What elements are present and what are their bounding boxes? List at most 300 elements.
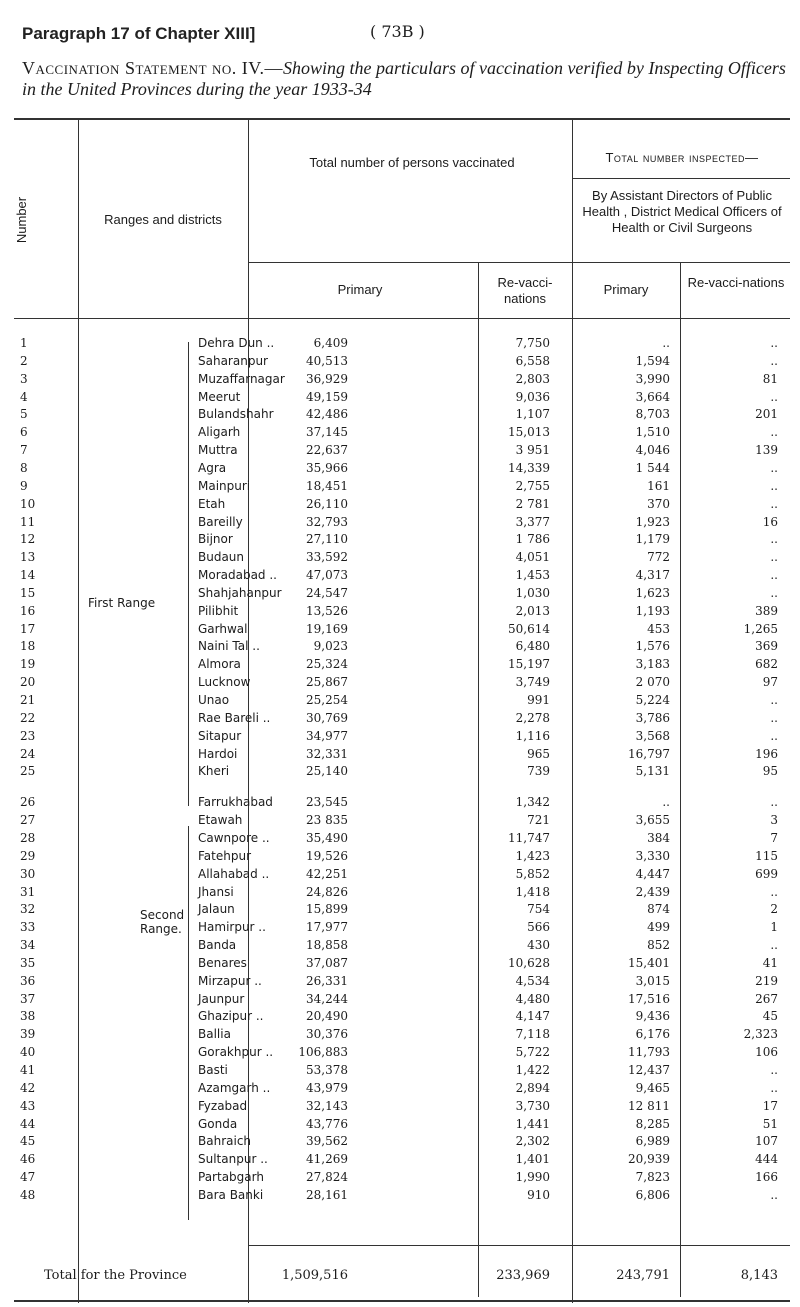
row-revac: 1,441 [515, 1116, 550, 1131]
table-row [0, 865, 800, 883]
row-number: 23 [20, 728, 36, 743]
row-primary: 25,140 [306, 764, 348, 779]
row-ins-revac: .. [770, 496, 778, 511]
table-row [0, 762, 800, 780]
row-district: Rae Bareli .. [198, 710, 271, 725]
row-revac: 965 [527, 746, 550, 761]
row-revac: 4,147 [515, 1009, 550, 1024]
table-row [0, 954, 800, 972]
col-number-header: Number [14, 196, 29, 244]
row-primary: 17,977 [306, 920, 348, 935]
row-primary: 26,331 [306, 973, 348, 988]
row-ins-revac: .. [770, 550, 778, 565]
row-ins-revac: .. [770, 884, 778, 899]
row-number: 24 [20, 746, 36, 761]
row-revac: 2,302 [515, 1134, 550, 1149]
row-ins-primary: 1,623 [635, 585, 670, 600]
row-revac: 4,534 [515, 973, 550, 988]
row-revac: 6,480 [515, 639, 550, 654]
row-district: Etah [198, 496, 226, 511]
row-ins-revac: 3 [770, 813, 778, 828]
row-district: Basti [198, 1063, 228, 1077]
row-ins-revac: .. [770, 1187, 778, 1202]
row-number: 5 [20, 407, 28, 422]
row-revac: 2,013 [515, 603, 550, 618]
row-number: 46 [20, 1152, 36, 1167]
row-ins-revac: 106 [755, 1045, 778, 1060]
row-ins-primary: 1 544 [635, 460, 670, 475]
row-primary: 15,899 [306, 902, 348, 917]
table-bottom-rule [14, 1300, 790, 1302]
row-ins-primary: 6,989 [635, 1134, 670, 1149]
row-number: 21 [20, 693, 36, 707]
table-row [0, 900, 800, 918]
row-number: 4 [20, 389, 28, 404]
row-revac: 2,755 [515, 478, 550, 493]
row-ins-primary: 9,465 [635, 1080, 670, 1095]
row-ins-primary: 3,330 [635, 848, 670, 863]
table-row [0, 1043, 800, 1061]
row-primary: 37,087 [306, 955, 348, 970]
row-number: 40 [20, 1045, 36, 1060]
row-primary: 18,858 [306, 938, 348, 953]
table-row [0, 709, 800, 727]
table-row [0, 548, 800, 566]
row-ins-primary: 453 [647, 621, 670, 636]
row-ins-primary: 7,823 [635, 1170, 670, 1185]
row-revac: 2,278 [515, 710, 550, 725]
row-district: Mainpuri [198, 478, 251, 493]
table-row [0, 1007, 800, 1025]
row-primary: 53,378 [306, 1063, 348, 1077]
row-revac: 566 [527, 920, 550, 935]
row-primary: 43,979 [306, 1080, 348, 1095]
row-revac: 1,107 [515, 407, 550, 422]
col-primary-header: Primary [337, 282, 383, 297]
row-district: Kheri [198, 764, 230, 779]
row-primary: 43,776 [306, 1116, 348, 1131]
row-number: 45 [20, 1134, 36, 1149]
row-primary: 39,562 [306, 1134, 348, 1149]
row-ins-primary: 3,664 [635, 389, 670, 404]
col-inspected-header: Total number inspected— [605, 150, 759, 165]
row-number: 17 [20, 621, 36, 636]
table-row [0, 918, 800, 936]
row-ins-revac: 166 [755, 1170, 778, 1185]
table-row [0, 745, 800, 763]
row-number: 36 [20, 973, 36, 988]
row-ins-revac: 369 [755, 639, 778, 654]
row-primary: 25,867 [306, 675, 348, 690]
row-ins-revac: 107 [755, 1134, 778, 1149]
row-ins-primary: 15,401 [628, 955, 670, 970]
row-revac: 15,197 [508, 657, 550, 672]
row-district: Hardoi [198, 746, 238, 761]
row-revac: 991 [527, 693, 550, 707]
row-district: Bahraich [198, 1134, 252, 1149]
row-number: 8 [20, 460, 28, 475]
col-ins-revac-header: Re-vacci-nations [687, 275, 785, 290]
row-primary: 23,545 [306, 795, 348, 810]
row-revac: 5,852 [515, 866, 550, 881]
row-primary: 25,324 [306, 657, 348, 672]
row-revac: 15,013 [508, 425, 550, 440]
row-primary: 19,526 [306, 848, 348, 863]
row-revac: 10,628 [508, 955, 550, 970]
row-ins-primary: 2,439 [635, 884, 670, 899]
table-top-rule [14, 118, 790, 120]
first-range-label: First Range [88, 596, 156, 610]
row-primary: 32,793 [306, 514, 348, 529]
row-ins-primary: 4,447 [635, 866, 670, 881]
row-number: 34 [20, 938, 36, 953]
row-ins-revac: 7 [770, 830, 778, 845]
row-ins-primary: 17,516 [628, 991, 670, 1006]
hline-sub [248, 262, 790, 263]
row-revac: 9,036 [515, 389, 550, 404]
row-district: Muzaffarnagar [198, 371, 285, 386]
row-revac: 5,722 [515, 1045, 550, 1060]
row-ins-primary: 1,510 [635, 425, 670, 440]
table-row [0, 811, 800, 829]
table-row [0, 847, 800, 865]
row-primary: 30,376 [306, 1027, 348, 1042]
row-number: 25 [20, 764, 36, 779]
row-primary: 24,547 [306, 585, 348, 600]
row-ins-revac: 115 [755, 848, 778, 863]
row-district: Sultanpur .. [198, 1152, 268, 1167]
row-district: Bareilly [198, 514, 243, 529]
row-district: Fatehpur [198, 848, 252, 863]
row-ins-revac: 219 [755, 973, 778, 988]
table-row [0, 584, 800, 602]
statement-title [22, 58, 792, 100]
row-number: 29 [20, 848, 36, 863]
row-number: 15 [20, 585, 36, 600]
table-row [0, 495, 800, 513]
row-primary: 22,637 [306, 443, 348, 458]
row-ins-primary: 9,436 [635, 1009, 670, 1024]
row-primary: 9,023 [313, 639, 348, 654]
row-revac: 6,558 [515, 353, 550, 368]
table-row [0, 1150, 800, 1168]
row-primary: 25,254 [306, 693, 348, 707]
row-revac: 1,453 [515, 568, 550, 583]
row-number: 47 [20, 1170, 36, 1185]
row-district: Hamirpur .. [198, 920, 266, 935]
col-revac-header: Re-vacci-nations [497, 275, 553, 306]
row-district: Dehra Dun .. [198, 336, 275, 350]
row-revac: 4,051 [515, 550, 550, 565]
row-primary: 23 835 [306, 813, 348, 828]
row-ins-primary: .. [662, 336, 670, 350]
row-ins-primary: 20,939 [628, 1152, 670, 1167]
row-district: Jalaun [198, 902, 235, 917]
row-primary: 28,161 [306, 1187, 348, 1202]
row-district: Aligarh [198, 425, 241, 440]
row-ins-revac: 699 [755, 866, 778, 881]
row-number: 30 [20, 866, 36, 881]
row-ins-revac: .. [770, 710, 778, 725]
row-ins-primary: 1,594 [635, 353, 670, 368]
row-primary: 6,409 [313, 336, 348, 350]
row-ins-revac: .. [770, 1063, 778, 1077]
row-primary: 35,966 [306, 460, 348, 475]
row-ins-primary: 16,797 [628, 746, 670, 761]
row-number: 11 [20, 514, 36, 529]
row-ins-revac: 41 [762, 955, 778, 970]
row-revac: 2,894 [515, 1080, 550, 1095]
row-ins-revac: .. [770, 728, 778, 743]
row-ins-revac: .. [770, 693, 778, 707]
row-revac: 7,750 [515, 336, 550, 350]
row-ins-revac: .. [770, 460, 778, 475]
row-ins-primary: 4,046 [635, 443, 670, 458]
row-ins-revac: 201 [755, 407, 778, 422]
row-ins-revac: 95 [762, 764, 778, 779]
row-ins-primary: 11,793 [628, 1045, 670, 1060]
row-district: Agra [198, 460, 227, 475]
row-ins-revac: .. [770, 389, 778, 404]
row-primary: 27,110 [306, 532, 348, 547]
row-district: Farrukhabad [198, 795, 273, 810]
table-row [0, 388, 800, 406]
table-row [0, 727, 800, 745]
row-primary: 106,883 [298, 1045, 348, 1060]
total-ins-primary: 243,791 [616, 1268, 670, 1283]
row-number: 22 [20, 710, 36, 725]
row-ins-primary: 12,437 [628, 1063, 670, 1077]
row-ins-primary: .. [662, 795, 670, 810]
row-ins-primary: 6,176 [635, 1027, 670, 1042]
table-row [0, 477, 800, 495]
row-revac: 430 [527, 938, 550, 953]
row-number: 26 [20, 795, 36, 810]
row-district: Ghazipur .. [198, 1009, 264, 1024]
row-number: 32 [20, 902, 36, 917]
row-district: Meerut [198, 389, 241, 404]
total-ins-revac: 8,143 [740, 1268, 778, 1283]
row-number: 27 [20, 813, 36, 828]
row-number: 16 [20, 603, 36, 618]
row-district: Bara Banki [198, 1187, 264, 1202]
table-row [0, 370, 800, 388]
row-ins-revac: 444 [755, 1152, 778, 1167]
row-ins-revac: 17 [762, 1098, 778, 1113]
table-row [0, 1061, 800, 1079]
row-district: Banda [198, 938, 237, 953]
table-row [0, 405, 800, 423]
table-row [0, 513, 800, 531]
row-ins-primary: 5,131 [635, 764, 670, 779]
table-row [0, 620, 800, 638]
row-number: 35 [20, 955, 36, 970]
row-ins-revac: .. [770, 938, 778, 953]
row-primary: 20,490 [306, 1009, 348, 1024]
row-district: Unao [198, 693, 230, 707]
row-district: Allahabad .. [198, 866, 270, 881]
row-revac: 3,730 [515, 1098, 550, 1113]
row-ins-primary: 384 [647, 830, 670, 845]
row-revac: 3,749 [515, 675, 550, 690]
row-ins-primary: 3,990 [635, 371, 670, 386]
row-ins-revac: 267 [755, 991, 778, 1006]
title-prefix: Vaccination Statement no. IV.— [22, 58, 283, 78]
row-district: Gorakhpur .. [198, 1045, 274, 1060]
col-ranges-header: Ranges and districts [104, 212, 222, 227]
row-number: 2 [20, 353, 28, 368]
table-row [0, 637, 800, 655]
row-ins-revac: .. [770, 585, 778, 600]
row-primary: 49,159 [306, 389, 348, 404]
row-number: 43 [20, 1098, 36, 1113]
table-row [0, 1132, 800, 1150]
row-district: Jhansi [198, 884, 234, 899]
row-ins-revac: 16 [762, 514, 778, 529]
row-primary: 19,169 [306, 621, 348, 636]
row-revac: 3 951 [515, 443, 550, 458]
row-ins-revac: 97 [762, 675, 778, 690]
row-number: 38 [20, 1009, 36, 1024]
row-revac: 1,342 [515, 795, 550, 810]
table-row [0, 793, 800, 811]
row-ins-primary: 12 811 [628, 1098, 670, 1113]
row-ins-primary: 3,655 [635, 813, 670, 828]
row-number: 6 [20, 425, 28, 440]
row-ins-primary: 772 [647, 550, 670, 565]
row-number: 13 [20, 550, 36, 565]
row-primary: 41,269 [306, 1152, 348, 1167]
row-revac: 1,423 [515, 848, 550, 863]
row-district: Benares [198, 955, 247, 970]
row-primary: 40,513 [306, 353, 348, 368]
row-number: 1 [20, 336, 28, 350]
row-ins-revac: .. [770, 478, 778, 493]
row-ins-primary: 370 [647, 496, 670, 511]
row-number: 14 [20, 568, 36, 583]
row-number: 9 [20, 478, 28, 493]
row-revac: 721 [527, 813, 550, 828]
row-district: Sitapur [198, 728, 242, 743]
row-number: 3 [20, 371, 28, 386]
table-row [0, 691, 800, 709]
col-by-header: By Assistant Directors of Public Health , District Medical Officers of Health or Civil Surgeons [582, 188, 782, 235]
row-ins-revac: .. [770, 795, 778, 810]
row-primary: 13,526 [306, 603, 348, 618]
row-ins-revac: 81 [762, 371, 778, 386]
row-ins-revac: 2 [770, 902, 778, 917]
row-number: 37 [20, 991, 36, 1006]
row-ins-primary: 1,923 [635, 514, 670, 529]
row-district: Bijnor [198, 532, 233, 547]
row-number: 44 [20, 1116, 36, 1131]
row-ins-revac: .. [770, 425, 778, 440]
row-ins-primary: 499 [647, 920, 670, 935]
hline-inspected [572, 178, 790, 179]
row-ins-revac: .. [770, 532, 778, 547]
row-ins-revac: 2,323 [743, 1027, 778, 1042]
row-ins-primary: 1,576 [635, 639, 670, 654]
row-revac: 50,614 [508, 621, 550, 636]
row-primary: 37,145 [306, 425, 348, 440]
table-row [0, 990, 800, 1008]
table-row [0, 972, 800, 990]
table-row [0, 829, 800, 847]
row-ins-primary: 3,786 [635, 710, 670, 725]
table-row [0, 1079, 800, 1097]
row-district: Bulandshahr [198, 407, 274, 422]
row-district: Budaun [198, 550, 245, 565]
row-ins-primary: 3,183 [635, 657, 670, 672]
row-ins-primary: 874 [647, 902, 670, 917]
row-ins-revac: 196 [755, 746, 778, 761]
row-ins-primary: 3,568 [635, 728, 670, 743]
row-district: Almora [198, 657, 241, 672]
row-ins-primary: 2 070 [635, 675, 670, 690]
row-district: Cawnpore .. [198, 830, 270, 845]
row-number: 28 [20, 830, 36, 845]
row-revac: 754 [527, 902, 550, 917]
row-revac: 14,339 [508, 460, 550, 475]
table-row [0, 566, 800, 584]
row-ins-primary: 4,317 [635, 568, 670, 583]
row-primary: 47,073 [306, 568, 348, 583]
row-primary: 30,769 [306, 710, 348, 725]
row-number: 42 [20, 1080, 36, 1095]
row-revac: 1,990 [515, 1170, 550, 1185]
row-ins-revac: 389 [755, 603, 778, 618]
row-primary: 36,929 [306, 371, 348, 386]
row-district: Jaunpur [198, 991, 245, 1006]
row-district: Muttra [198, 443, 238, 458]
total-primary: 1,509,516 [281, 1268, 348, 1283]
row-primary: 27,824 [306, 1170, 348, 1185]
row-primary: 32,331 [306, 746, 348, 761]
row-ins-revac: 139 [755, 443, 778, 458]
row-primary: 42,251 [306, 866, 348, 881]
row-primary: 35,490 [306, 830, 348, 845]
row-ins-revac: 1,265 [743, 621, 778, 636]
row-district: Pilibhit [198, 603, 239, 618]
row-revac: 1,418 [515, 884, 550, 899]
row-ins-revac: .. [770, 568, 778, 583]
table-row [0, 530, 800, 548]
title-italic: Showing the particulars of vaccination verified by Inspecting Officers in the United Provinces during the year 1933-34 [22, 58, 786, 99]
row-ins-primary: 6,806 [635, 1187, 670, 1202]
table-row [0, 352, 800, 370]
table-row [0, 334, 800, 352]
page-number: ( 73B ) [370, 22, 425, 41]
table-row [0, 423, 800, 441]
row-district: Azamgarh .. [198, 1080, 271, 1095]
row-district: Shahjahanpur [198, 585, 282, 600]
row-ins-revac: 1 [770, 920, 778, 935]
row-number: 48 [20, 1187, 36, 1202]
table-row [0, 602, 800, 620]
table-row [0, 655, 800, 673]
table-row [0, 441, 800, 459]
row-revac: 3,377 [515, 514, 550, 529]
total-label: Total for the Province [44, 1268, 187, 1283]
table-row [0, 1097, 800, 1115]
row-primary: 26,110 [306, 496, 348, 511]
row-district: Mirzapur .. [198, 973, 262, 988]
total-revac: 233,969 [496, 1268, 550, 1283]
row-ins-primary: 852 [647, 938, 670, 953]
row-ins-revac: 45 [762, 1009, 778, 1024]
table-row [0, 936, 800, 954]
table-row [0, 1025, 800, 1043]
